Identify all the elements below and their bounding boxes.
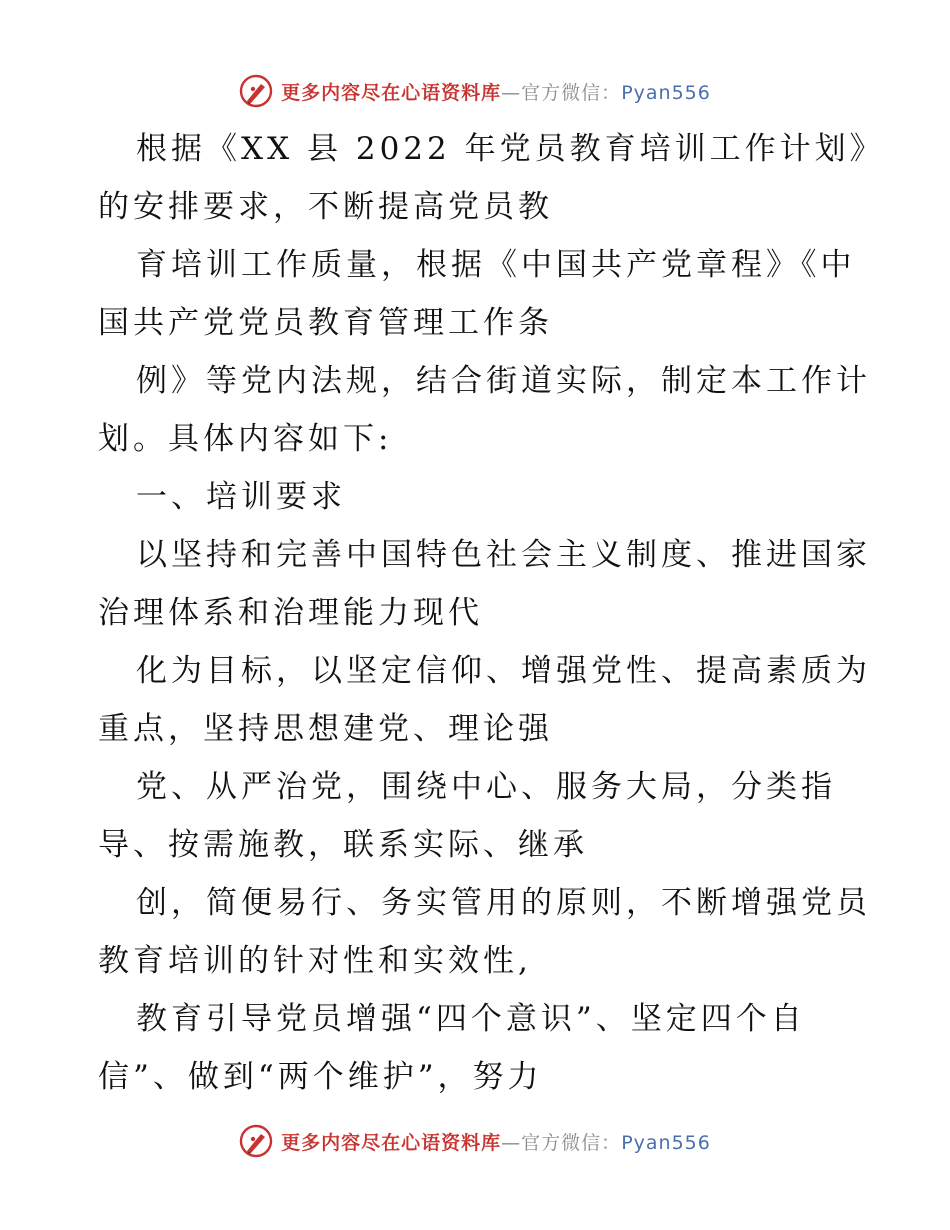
document-body [98,120,885,1106]
paragraph-line: 治理体系和治理能力现代 [98,595,483,631]
paragraph-line: 国共产党党员教育管理工作条 [98,305,553,341]
paragraph-line: 划。具体内容如下: [98,421,393,457]
paragraph-line: 的安排要求，不断提高党员教 [98,189,553,225]
watermark-wechat-label: —官方微信： [501,1131,622,1154]
paragraph-line: 教育引导党员增强“四个意识”、坚定四个自 [136,1001,806,1037]
paragraph-line: 例》等党内法规，结合街道实际，制定本工作计 [136,363,871,399]
paragraph-line: 导、按需施教，联系实际、继承 [98,827,588,863]
watermark-wechat-label: —官方微信： [501,81,622,104]
paragraph-line: 党、从严治党，围绕中心、服务大局，分类指 [136,769,836,805]
watermark-wechat-id: Pyan556 [621,81,711,104]
watermark-site-name: 更多内容尽在心语资料库 [281,81,502,104]
pen-logo-icon [239,74,273,108]
paragraph-line: 信”、做到“两个维护”，努力 [98,1059,543,1095]
footer-watermark [0,1121,950,1161]
pen-logo-icon [239,1124,273,1158]
watermark-text [281,1128,711,1155]
paragraph-line: 重点，坚持思想建党、理论强 [98,711,553,747]
paragraph-line: 创，简便易行、务实管用的原则，不断增强党员 [136,885,871,921]
watermark-site-name: 更多内容尽在心语资料库 [281,1131,502,1154]
paragraph-line: 教育培训的针对性和实效性, [98,943,532,979]
paragraph-line: 育培训工作质量，根据《中国共产党章程》《中 [136,247,856,283]
watermark-wechat-id: Pyan556 [621,1131,711,1154]
paragraph-line: 化为目标，以坚定信仰、增强党性、提高素质为 [136,653,871,689]
section-heading: 一、培训要求 [136,479,346,515]
paragraph-line: 以坚持和完善中国特色社会主义制度、推进国家 [136,537,871,573]
paragraph-line: 根据《XX 县 2022 年党员教育培训工作计划》 [136,131,885,167]
watermark-text [281,78,711,105]
header-watermark [0,71,950,111]
